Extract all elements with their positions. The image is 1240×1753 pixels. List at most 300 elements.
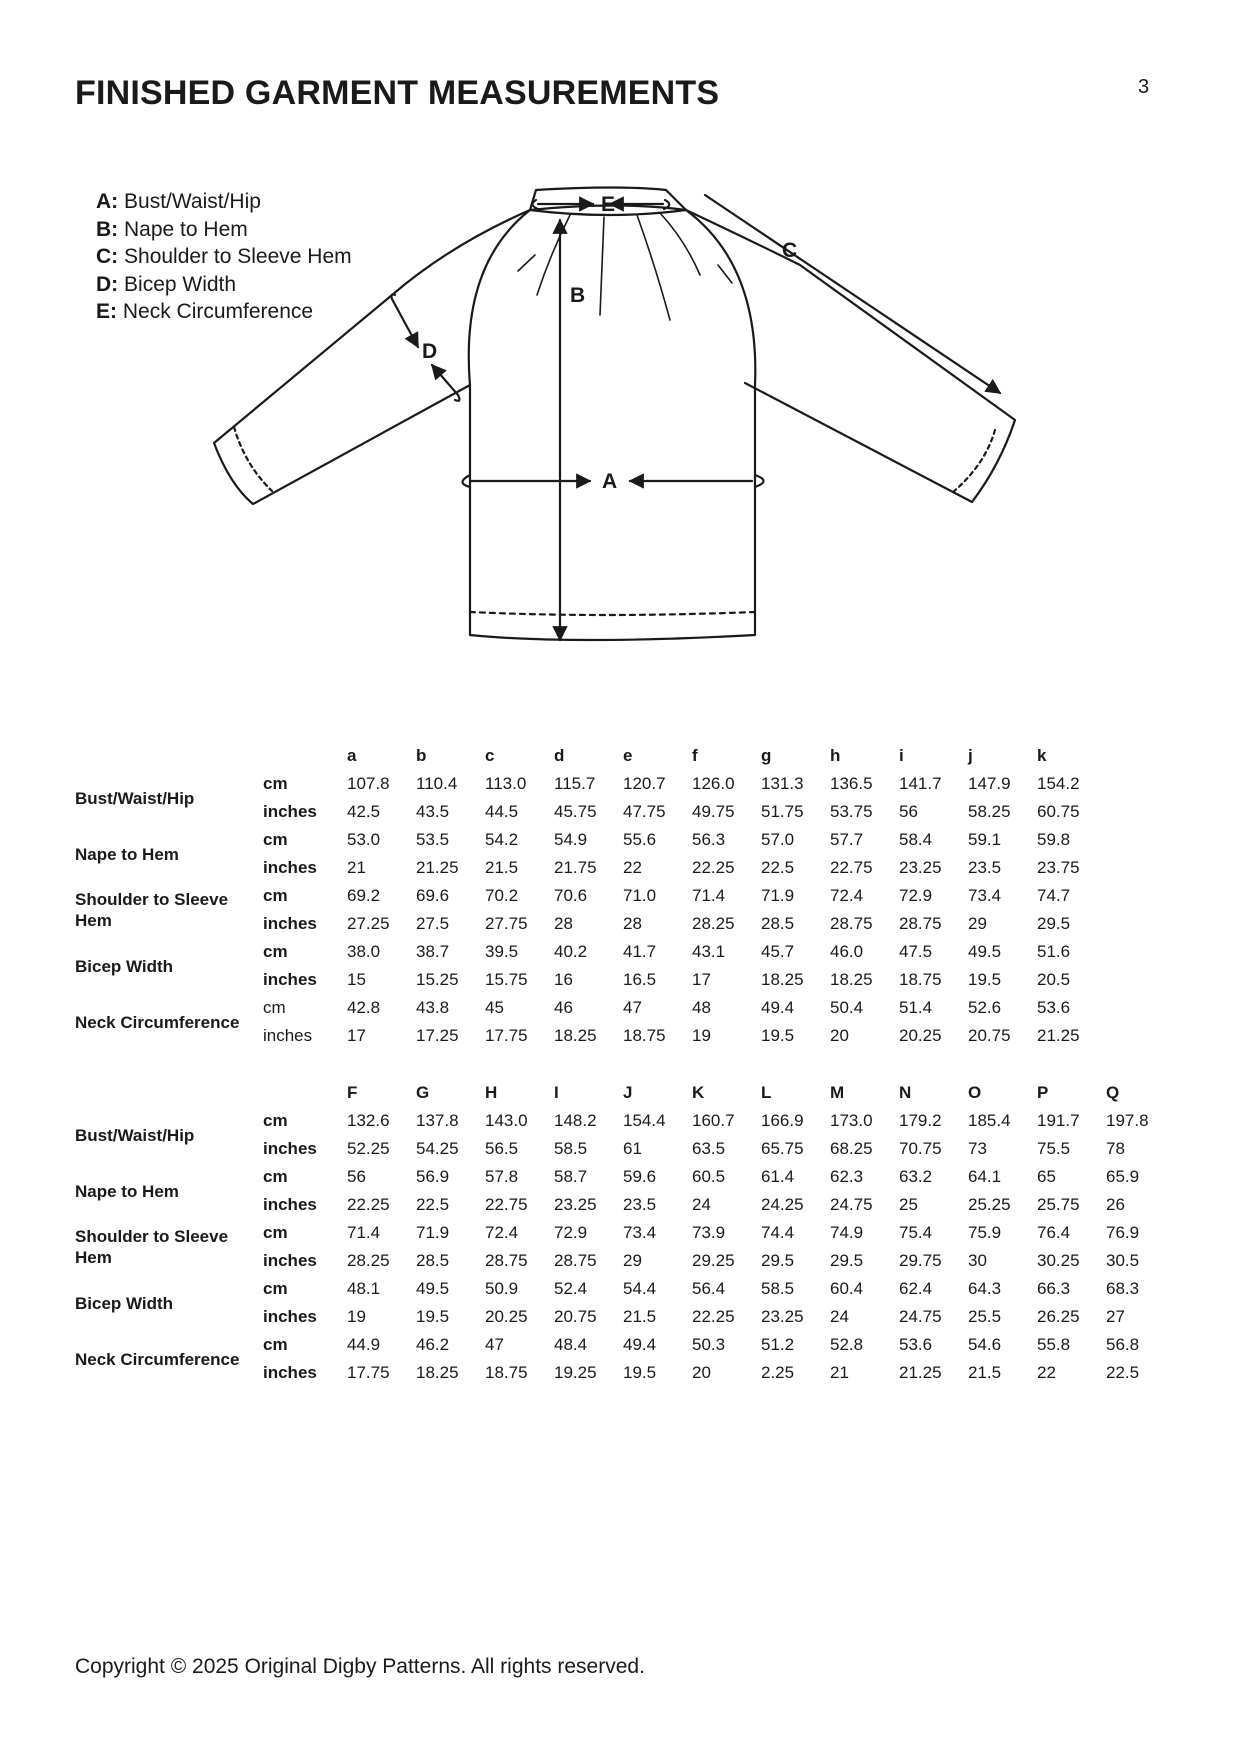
page-number: 3 — [1138, 76, 1150, 98]
table-cell: 21.5 — [968, 1363, 1002, 1382]
table-cell: 22 — [1037, 1363, 1056, 1382]
table-cell: 74.9 — [830, 1223, 864, 1242]
table-cell: 179.2 — [899, 1111, 942, 1130]
table-cell: 17.25 — [416, 1026, 459, 1045]
table-cell: 20.25 — [899, 1026, 942, 1045]
table-cell: 59.6 — [623, 1167, 657, 1186]
table-cell: 18.25 — [554, 1026, 597, 1045]
table-cell: 53.6 — [899, 1335, 933, 1354]
table-cell: 58.25 — [968, 802, 1011, 821]
measurement-name: Nape to Hem — [75, 844, 179, 864]
table-cell: 57.7 — [830, 830, 864, 849]
table-cell: 154.4 — [623, 1111, 666, 1130]
table-cell: 18.25 — [416, 1363, 459, 1382]
table-cell: 72.4 — [485, 1223, 519, 1242]
label-b: B — [570, 284, 586, 307]
table-cell: 24 — [830, 1307, 849, 1326]
size-header: g — [761, 746, 772, 765]
table-cell: 29.5 — [1037, 914, 1071, 933]
table-cell: 17 — [692, 970, 711, 989]
measurement-name: Neck Circumference — [75, 1012, 240, 1032]
size-header: K — [692, 1083, 705, 1102]
table-cell: 154.2 — [1037, 774, 1080, 793]
table-cell: 64.1 — [968, 1167, 1002, 1186]
unit-label: inches — [263, 1251, 317, 1270]
table-cell: 49.4 — [761, 998, 795, 1017]
table-cell: 143.0 — [485, 1111, 528, 1130]
legend-key: C: — [96, 245, 119, 268]
size-header: k — [1037, 746, 1047, 765]
table-cell: 53.6 — [1037, 998, 1071, 1017]
size-header: c — [485, 746, 495, 765]
legend-key: B: — [96, 217, 119, 241]
table-cell: 21.5 — [485, 858, 519, 877]
label-d: D — [422, 340, 438, 363]
size-header: N — [899, 1083, 912, 1102]
table-cell: 16 — [554, 970, 573, 989]
table-cell: 18.25 — [761, 970, 804, 989]
table-cell: 25.25 — [968, 1195, 1011, 1214]
measurement-name: Bust/Waist/Hip — [75, 788, 195, 808]
right-cuff-line — [952, 430, 995, 493]
table-cell: 15.75 — [485, 970, 528, 989]
table-cell: 58.7 — [554, 1167, 588, 1186]
table-cell: 29.5 — [830, 1251, 864, 1270]
table-cell: 56.8 — [1106, 1335, 1140, 1354]
table-cell: 48.4 — [554, 1335, 588, 1354]
size-header: P — [1037, 1083, 1049, 1102]
unit-label: inches — [263, 1363, 317, 1382]
legend-label: Bicep Width — [124, 272, 237, 296]
table-row — [75, 770, 1106, 798]
table-cell: 19.5 — [416, 1307, 450, 1326]
table-cell: 74.7 — [1037, 886, 1071, 905]
table-cell: 63.5 — [692, 1139, 726, 1158]
size-header: O — [968, 1083, 982, 1102]
table-cell: 21.25 — [416, 858, 459, 877]
label-e: E — [601, 193, 616, 216]
table-cell: 107.8 — [347, 774, 390, 793]
measurement-name: Neck Circumference — [75, 1349, 240, 1369]
table-cell: 57.8 — [485, 1167, 519, 1186]
table-cell: 38.7 — [416, 942, 450, 961]
unit-label: inches — [263, 1026, 313, 1045]
table-cell: 54.9 — [554, 830, 588, 849]
table-cell: 29.5 — [761, 1251, 795, 1270]
table-cell: 54.4 — [623, 1279, 657, 1298]
table-cell: 60.5 — [692, 1167, 726, 1186]
table-cell: 26 — [1106, 1195, 1125, 1214]
size-header: h — [830, 746, 841, 765]
table-cell: 148.2 — [554, 1111, 597, 1130]
table-cell: 78 — [1106, 1139, 1125, 1158]
measurements-table-1 — [75, 742, 1106, 1050]
unit-label: cm — [263, 1167, 288, 1186]
unit-label: cm — [263, 1111, 288, 1130]
table-cell: 27.75 — [485, 914, 528, 933]
table-cell: 58.4 — [899, 830, 933, 849]
table-cell: 54.6 — [968, 1335, 1002, 1354]
table-cell: 22.5 — [761, 858, 795, 877]
table-cell: 47 — [623, 998, 642, 1017]
table-cell: 73.4 — [623, 1223, 657, 1242]
measurement-name: Nape to Hem — [75, 1181, 179, 1201]
legend-label: Nape to Hem — [124, 217, 248, 241]
table-cell: 46.0 — [830, 942, 864, 961]
table-cell: 38.0 — [347, 942, 381, 961]
table-cell: 19.5 — [623, 1363, 657, 1382]
table-cell: 70.75 — [899, 1139, 942, 1158]
table-cell: 115.7 — [554, 774, 596, 793]
table-cell: 27.25 — [347, 914, 390, 933]
table-cell: 28 — [623, 914, 642, 933]
table-cell: 53.75 — [830, 802, 873, 821]
size-header: M — [830, 1083, 845, 1102]
table-cell: 72.4 — [830, 886, 864, 905]
table-cell: 22.75 — [830, 858, 873, 877]
size-header: L — [761, 1083, 772, 1102]
table-cell: 51.4 — [899, 998, 933, 1017]
measurement-name: Shoulder to Sleeve Hem — [75, 1227, 229, 1267]
table-cell: 53.5 — [416, 830, 450, 849]
table-cell: 59.8 — [1037, 830, 1071, 849]
size-header: F — [347, 1083, 358, 1102]
unit-label: inches — [263, 1139, 317, 1158]
table-cell: 28.25 — [347, 1251, 390, 1270]
table-cell: 58.5 — [554, 1139, 588, 1158]
table-cell: 65.9 — [1106, 1167, 1140, 1186]
table-cell: 197.8 — [1106, 1111, 1149, 1130]
table-cell: 21.25 — [1037, 1026, 1080, 1045]
table-cell: 23.75 — [1037, 858, 1080, 877]
table-cell: 21.75 — [554, 858, 597, 877]
table-cell: 51.75 — [761, 802, 804, 821]
size-header: i — [899, 746, 904, 765]
table-cell: 28.25 — [692, 914, 735, 933]
table-cell: 51.2 — [761, 1335, 795, 1354]
body-outline — [469, 210, 756, 640]
table-cell: 49.75 — [692, 802, 735, 821]
table-cell: 21 — [830, 1363, 849, 1382]
table-cell: 55.6 — [623, 830, 657, 849]
table-cell: 19.5 — [761, 1026, 795, 1045]
table-cell: 28.75 — [485, 1251, 528, 1270]
table-cell: 20.25 — [485, 1307, 528, 1326]
table-cell: 29 — [623, 1251, 642, 1270]
table-cell: 48 — [692, 998, 711, 1017]
table-cell: 69.6 — [416, 886, 450, 905]
unit-label: cm — [263, 886, 288, 905]
table-cell: 30.5 — [1106, 1251, 1140, 1270]
table-cell: 62.3 — [830, 1167, 864, 1186]
table-cell: 185.4 — [968, 1111, 1011, 1130]
table-cell: 54.2 — [485, 830, 519, 849]
table-cell: 22.75 — [485, 1195, 528, 1214]
table-cell: 75.9 — [968, 1223, 1002, 1242]
table-cell: 44.9 — [347, 1335, 381, 1354]
table-cell: 49.4 — [623, 1335, 657, 1354]
table-cell: 56.4 — [692, 1279, 726, 1298]
size-header: H — [485, 1083, 498, 1102]
table-cell: 113.0 — [485, 774, 527, 793]
table-cell: 71.9 — [416, 1223, 450, 1242]
unit-label: cm — [263, 998, 286, 1017]
table-cell: 29.75 — [899, 1251, 942, 1270]
table-cell: 46.2 — [416, 1335, 450, 1354]
unit-label: inches — [263, 858, 317, 877]
table-cell: 15 — [347, 970, 366, 989]
legend-key: E: — [96, 300, 117, 323]
table-cell: 60.4 — [830, 1279, 864, 1298]
table-cell: 54.25 — [416, 1139, 459, 1158]
legend-key: A: — [96, 190, 119, 213]
legend-label: Shoulder to Sleeve Hem — [124, 245, 352, 268]
table-cell: 20.75 — [968, 1026, 1011, 1045]
table-cell: 16.5 — [623, 970, 657, 989]
table-cell: 56.5 — [485, 1139, 519, 1158]
size-header: I — [554, 1083, 559, 1102]
table-cell: 68.3 — [1106, 1279, 1140, 1298]
table-cell: 29 — [968, 914, 987, 933]
copyright: Copyright © 2025 Original Digby Patterns. All rights reserved. — [75, 1655, 645, 1678]
garment-schematic — [200, 175, 1030, 660]
size-header: d — [554, 746, 565, 765]
table-cell: 28 — [554, 914, 573, 933]
table-cell: 25.75 — [1037, 1195, 1080, 1214]
table-cell: 30 — [968, 1251, 987, 1270]
legend-key: D: — [96, 272, 119, 296]
size-header: b — [416, 746, 427, 765]
table-cell: 2.25 — [761, 1363, 795, 1382]
page-title: FINISHED GARMENT MEASUREMENTS — [75, 74, 720, 112]
table-cell: 22.25 — [692, 1307, 735, 1326]
table-cell: 173.0 — [830, 1111, 873, 1130]
table-cell: 20.5 — [1037, 970, 1071, 989]
unit-label: inches — [263, 1195, 317, 1214]
size-header-row — [75, 1079, 1175, 1107]
table-cell: 50.9 — [485, 1279, 519, 1298]
size-header: f — [692, 746, 698, 765]
table-cell: 28.5 — [761, 914, 795, 933]
table-row — [75, 938, 1106, 966]
table-cell: 49.5 — [416, 1279, 450, 1298]
table-cell: 20 — [830, 1026, 849, 1045]
table-cell: 45.75 — [554, 802, 597, 821]
table-cell: 71.9 — [761, 886, 795, 905]
table-cell: 41.7 — [623, 942, 657, 961]
table-cell: 160.7 — [692, 1111, 735, 1130]
table-row — [75, 1219, 1175, 1247]
table-cell: 62.4 — [899, 1279, 933, 1298]
table-cell: 40.2 — [554, 942, 588, 961]
size-header: j — [968, 746, 973, 765]
table-cell: 70.2 — [485, 886, 519, 905]
table-cell: 21.5 — [623, 1307, 657, 1326]
table-row — [75, 994, 1106, 1022]
table-cell: 70.6 — [554, 886, 588, 905]
table-cell: 21 — [347, 858, 366, 877]
left-cuff-line — [234, 427, 272, 491]
table-cell: 26.25 — [1037, 1307, 1080, 1326]
table-cell: 120.7 — [623, 774, 666, 793]
table-cell: 191.7 — [1037, 1111, 1080, 1130]
table-cell: 43.1 — [692, 942, 726, 961]
table-cell: 61 — [623, 1139, 642, 1158]
table-cell: 23.5 — [623, 1195, 657, 1214]
table-cell: 132.6 — [347, 1111, 390, 1130]
label-a: A — [602, 470, 618, 493]
table-cell: 25.5 — [968, 1307, 1002, 1326]
unit-label: inches — [263, 802, 317, 821]
table-cell: 25 — [899, 1195, 918, 1214]
table-cell: 73.9 — [692, 1223, 726, 1242]
table-row — [75, 1331, 1175, 1359]
size-header: G — [416, 1083, 430, 1102]
table-cell: 51.6 — [1037, 942, 1071, 961]
table-cell: 56 — [347, 1167, 366, 1186]
unit-label: cm — [263, 1223, 288, 1242]
table-cell: 58.5 — [761, 1279, 795, 1298]
table-cell: 52.8 — [830, 1335, 864, 1354]
table-cell: 49.5 — [968, 942, 1002, 961]
table-cell: 24 — [692, 1195, 711, 1214]
table-row — [75, 1163, 1175, 1191]
table-cell: 55.8 — [1037, 1335, 1071, 1354]
table-cell: 19.25 — [554, 1363, 597, 1382]
hem-line — [470, 612, 755, 615]
table-cell: 44.5 — [485, 802, 519, 821]
table-cell: 66.3 — [1037, 1279, 1071, 1298]
table-cell: 47.5 — [899, 942, 933, 961]
table-cell: 42.8 — [347, 998, 381, 1017]
unit-label: inches — [263, 970, 317, 989]
table-cell: 126.0 — [692, 774, 735, 793]
table-cell: 137.8 — [416, 1111, 459, 1130]
table-cell: 17.75 — [347, 1363, 390, 1382]
table-cell: 52.4 — [554, 1279, 588, 1298]
table-cell: 24.25 — [761, 1195, 804, 1214]
table-cell: 74.4 — [761, 1223, 795, 1242]
table-cell: 52.6 — [968, 998, 1002, 1017]
table-cell: 19.5 — [968, 970, 1002, 989]
table-row — [75, 1107, 1175, 1135]
table-cell: 71.4 — [692, 886, 726, 905]
table-cell: 72.9 — [554, 1223, 588, 1242]
table-cell: 45 — [485, 998, 504, 1017]
table-cell: 43.5 — [416, 802, 450, 821]
size-header-row — [75, 742, 1106, 770]
table-cell: 28.5 — [416, 1251, 450, 1270]
left-sleeve — [214, 210, 530, 504]
table-cell: 15.25 — [416, 970, 459, 989]
table-row — [75, 1275, 1175, 1303]
measurement-name: Bicep Width — [75, 1293, 174, 1313]
unit-label: cm — [263, 830, 288, 849]
table-cell: 27.5 — [416, 914, 450, 933]
table-cell: 65.75 — [761, 1139, 804, 1158]
table-cell: 27 — [1106, 1307, 1125, 1326]
label-c: C — [782, 239, 798, 262]
table-cell: 136.5 — [830, 774, 873, 793]
unit-label: inches — [263, 914, 317, 933]
table-cell: 59.1 — [968, 830, 1002, 849]
table-cell: 17.75 — [485, 1026, 528, 1045]
legend-label: Neck Circumference — [122, 300, 314, 323]
table-cell: 73 — [968, 1139, 987, 1158]
table-cell: 131.3 — [761, 774, 804, 793]
table-cell: 23.5 — [968, 858, 1002, 877]
table-cell: 22.25 — [347, 1195, 390, 1214]
unit-label: cm — [263, 1335, 288, 1354]
table-cell: 68.25 — [830, 1139, 873, 1158]
unit-label: cm — [263, 1279, 288, 1298]
table-cell: 166.9 — [761, 1111, 804, 1130]
table-cell: 56.3 — [692, 830, 726, 849]
table-cell: 17 — [347, 1026, 366, 1045]
table-cell: 18.25 — [830, 970, 873, 989]
table-cell: 18.75 — [485, 1363, 528, 1382]
unit-label: cm — [263, 942, 288, 961]
table-cell: 52.25 — [347, 1139, 390, 1158]
measurement-name: Shoulder to Sleeve Hem — [75, 890, 229, 930]
table-cell: 72.9 — [899, 886, 933, 905]
size-header: J — [623, 1083, 633, 1102]
table-cell: 75.4 — [899, 1223, 933, 1242]
table-cell: 56 — [899, 802, 918, 821]
table-cell: 57.0 — [761, 830, 795, 849]
table-cell: 45.7 — [761, 942, 795, 961]
table-cell: 60.75 — [1037, 802, 1080, 821]
table-cell: 141.7 — [899, 774, 942, 793]
table-cell: 47 — [485, 1335, 504, 1354]
table-cell: 21.25 — [899, 1363, 942, 1382]
table-cell: 28.75 — [899, 914, 942, 933]
table-cell: 42.5 — [347, 802, 381, 821]
table-cell: 30.25 — [1037, 1251, 1080, 1270]
table-cell: 65 — [1037, 1167, 1056, 1186]
table-cell: 71.4 — [347, 1223, 381, 1242]
table-cell: 56.9 — [416, 1167, 450, 1186]
table-cell: 71.0 — [623, 886, 657, 905]
measurement-name: Bust/Waist/Hip — [75, 1125, 195, 1145]
table-cell: 53.0 — [347, 830, 381, 849]
size-header: Q — [1106, 1083, 1120, 1102]
table-cell: 20 — [692, 1363, 711, 1382]
table-cell: 47.75 — [623, 802, 666, 821]
table-cell: 23.25 — [899, 858, 942, 877]
table-cell: 48.1 — [347, 1279, 381, 1298]
table-cell: 29.25 — [692, 1251, 735, 1270]
table-cell: 50.4 — [830, 998, 864, 1017]
table-cell: 20.75 — [554, 1307, 597, 1326]
unit-label: cm — [263, 774, 288, 793]
table-cell: 61.4 — [761, 1167, 795, 1186]
table-cell: 19 — [692, 1026, 711, 1045]
table-cell: 73.4 — [968, 886, 1002, 905]
table-cell: 18.75 — [623, 1026, 666, 1045]
size-header: a — [347, 746, 357, 765]
measurement-name: Bicep Width — [75, 956, 174, 976]
table-cell: 46 — [554, 998, 573, 1017]
table-cell: 22.5 — [1106, 1363, 1140, 1382]
table-cell: 76.4 — [1037, 1223, 1071, 1242]
table-cell: 22.5 — [416, 1195, 450, 1214]
table-cell: 22 — [623, 858, 642, 877]
measurements-table-2 — [75, 1079, 1175, 1387]
legend-label: Bust/Waist/Hip — [124, 190, 261, 213]
table-cell: 64.3 — [968, 1279, 1002, 1298]
table-cell: 43.8 — [416, 998, 450, 1017]
